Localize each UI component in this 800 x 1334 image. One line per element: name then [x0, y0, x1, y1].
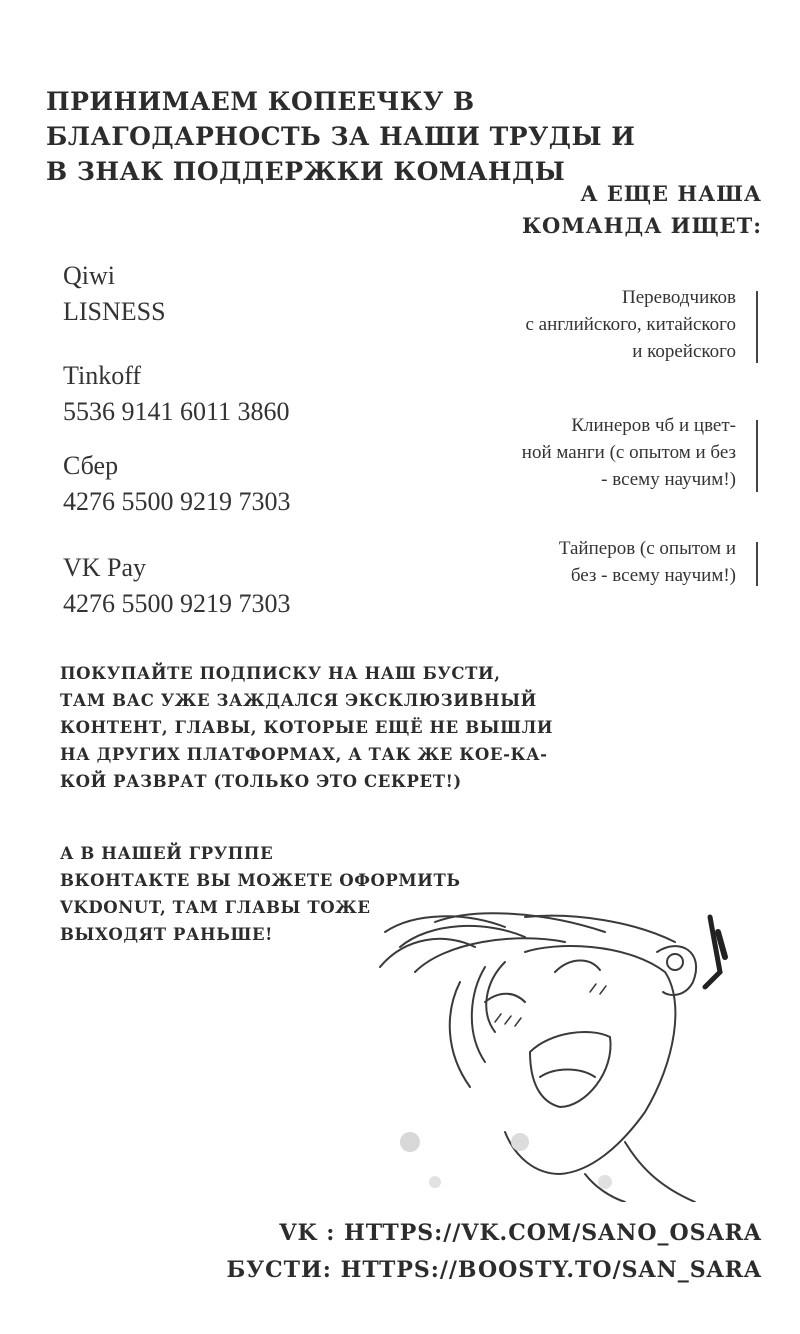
- header-line: БЛАГОДАРНОСТЬ ЗА НАШИ ТРУДЫ И: [46, 122, 636, 151]
- note-line: ПОКУПАЙТЕ ПОДПИСКУ НА НАШ БУСТИ,: [60, 664, 501, 683]
- note-line: А В НАШЕЙ ГРУППЕ: [60, 844, 274, 863]
- role-line: и корейского: [632, 341, 736, 362]
- payment-value: 4276 5500 9219 7303: [63, 589, 291, 618]
- payment-sber: [63, 448, 291, 520]
- role-divider: [756, 542, 758, 586]
- recruit-title: [522, 178, 762, 242]
- role-translators: [525, 284, 736, 365]
- role-cleaners: [522, 412, 736, 493]
- payment-vkpay: [63, 550, 291, 622]
- payment-label: Tinkoff: [63, 361, 142, 390]
- note-line: ВКОНТАКТЕ ВЫ МОЖЕТЕ ОФОРМИТЬ: [60, 871, 461, 890]
- role-line: - всему научим!): [601, 469, 736, 490]
- payment-label: Сбер: [63, 451, 119, 480]
- role-typers: [559, 535, 736, 589]
- payment-label: VK Pay: [63, 553, 147, 582]
- donation-header: [46, 84, 636, 189]
- boosty-link[interactable]: БУСТИ: HTTPS://BOOSTY.TO/SAN_SARA: [226, 1257, 762, 1283]
- note-line: ВЫХОДЯТ РАНЬШЕ!: [60, 925, 273, 944]
- role-divider: [756, 291, 758, 363]
- role-line: Тайперов (с опытом и: [558, 538, 736, 559]
- smiling-character-illustration: [375, 912, 765, 1202]
- payment-value: 5536 9141 6011 3860: [63, 397, 290, 426]
- recruit-title-line: А ЕЩЕ НАША: [580, 181, 762, 206]
- payment-qiwi: [63, 258, 166, 330]
- note-line: ТАМ ВАС УЖЕ ЗАЖДАЛСЯ ЭКСКЛЮЗИВНЫЙ: [60, 691, 537, 710]
- boosty-note: [60, 660, 553, 795]
- role-line: Переводчиков: [621, 287, 736, 308]
- header-line: В ЗНАК ПОДДЕРЖКИ КОМАНДЫ: [46, 157, 566, 186]
- vk-link[interactable]: VK : HTTPS://VK.COM/SANO_OSARA: [279, 1220, 762, 1246]
- role-line: ной манги (с опытом и без: [521, 442, 736, 463]
- payment-label: Qiwi: [63, 261, 115, 290]
- recruit-title-line: КОМАНДА ИЩЕТ:: [521, 213, 762, 238]
- role-line: Клинеров чб и цвет-: [571, 415, 736, 436]
- role-line: без - всему научим!): [570, 565, 736, 586]
- role-divider: [756, 420, 758, 492]
- note-line: VKDONUT, ТАМ ГЛАВЫ ТОЖЕ: [60, 898, 371, 917]
- note-line: КОНТЕНТ, ГЛАВЫ, КОТОРЫЕ ЕЩЁ НЕ ВЫШЛИ: [60, 718, 554, 737]
- payment-value: LISNESS: [63, 297, 166, 326]
- payment-tinkoff: [63, 358, 290, 430]
- role-line: с английского, китайского: [525, 314, 736, 335]
- header-line: ПРИНИМАЕМ КОПЕЕЧКУ В: [46, 87, 475, 116]
- social-links: [226, 1215, 762, 1289]
- note-line: КОЙ РАЗВРАТ (ТОЛЬКО ЭТО СЕКРЕТ!): [60, 772, 462, 791]
- note-line: НА ДРУГИХ ПЛАТФОРМАХ, А ТАК ЖЕ КОЕ-КА-: [60, 745, 548, 764]
- payment-value: 4276 5500 9219 7303: [63, 487, 291, 516]
